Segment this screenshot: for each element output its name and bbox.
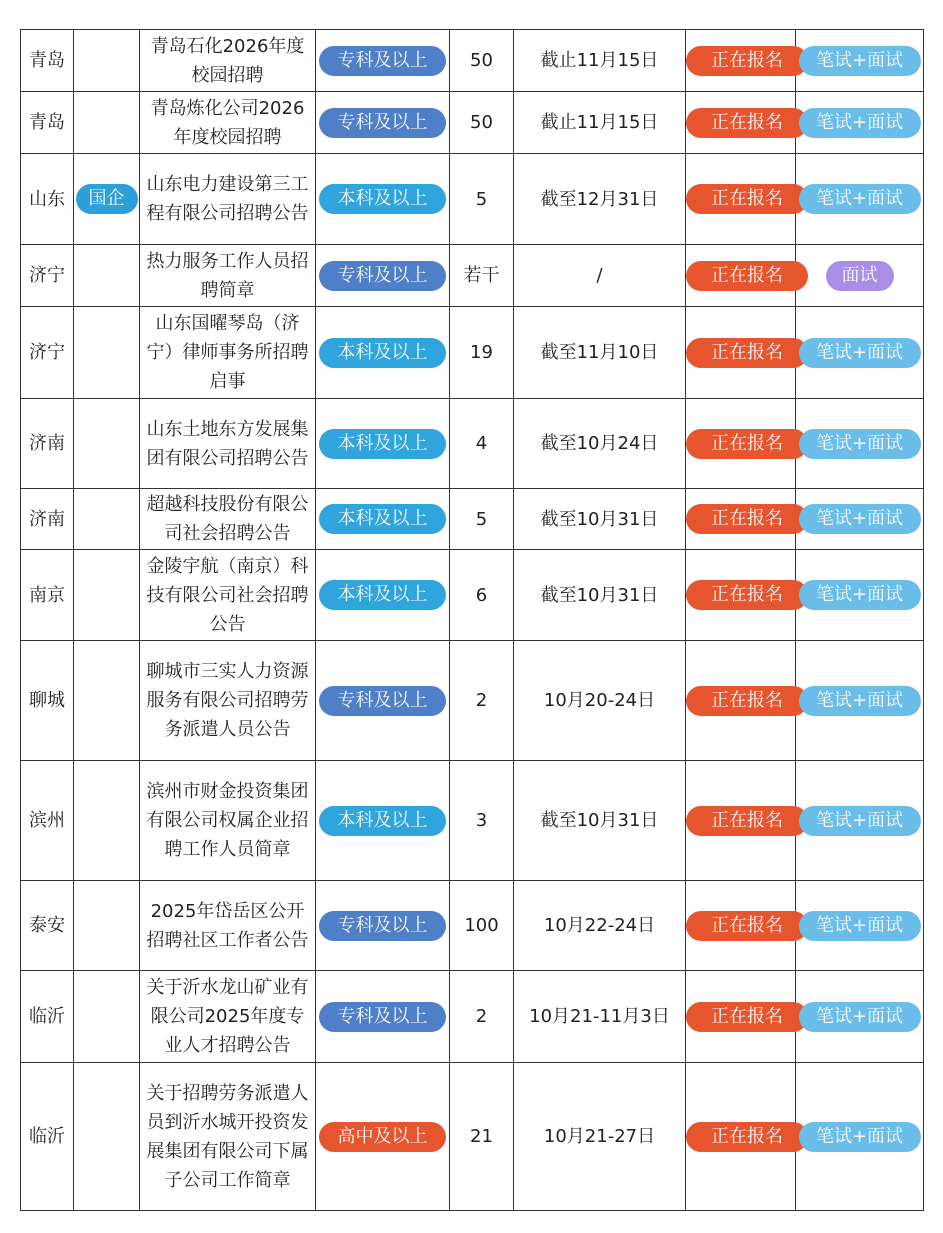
city-label: 山东 xyxy=(29,188,65,210)
exam-method-badge: 笔试+面试 xyxy=(799,338,921,368)
tag-cell xyxy=(74,154,140,245)
education-cell xyxy=(316,971,450,1063)
headcount: 50 xyxy=(470,112,493,133)
job-title-link[interactable]: 山东电力建设第三工程有限公司招聘公告 xyxy=(146,174,309,224)
count-cell xyxy=(450,30,514,92)
job-title-link[interactable]: 聊城市三实人力资源服务有限公司招聘劳务派遣人员公告 xyxy=(146,661,309,740)
deadline-text: 截至10月31日 xyxy=(540,810,659,831)
status-badge: 正在报名 xyxy=(686,1122,808,1152)
title-cell[interactable] xyxy=(140,641,316,761)
exam-method-badge: 面试 xyxy=(826,261,894,291)
job-title-link[interactable]: 关于沂水龙山矿业有限公司2025年度专业人才招聘公告 xyxy=(146,977,309,1056)
method-cell xyxy=(796,641,924,761)
status-badge: 正在报名 xyxy=(686,911,808,941)
city-cell xyxy=(21,550,74,641)
city-cell xyxy=(21,641,74,761)
method-cell xyxy=(796,761,924,881)
status-badge: 正在报名 xyxy=(686,46,808,76)
exam-method-badge: 笔试+面试 xyxy=(799,806,921,836)
status-cell xyxy=(686,92,796,154)
deadline-cell xyxy=(514,761,686,881)
job-title-link[interactable]: 青岛石化2026年度校园招聘 xyxy=(150,35,305,86)
education-cell xyxy=(316,761,450,881)
deadline-cell xyxy=(514,641,686,761)
exam-method-badge: 笔试+面试 xyxy=(799,1122,921,1152)
education-cell xyxy=(316,641,450,761)
table-row xyxy=(21,92,924,154)
status-badge: 正在报名 xyxy=(686,806,808,836)
method-cell xyxy=(796,245,924,307)
method-cell xyxy=(796,1063,924,1211)
status-badge: 正在报名 xyxy=(686,429,808,459)
status-cell xyxy=(686,489,796,550)
education-cell xyxy=(316,1063,450,1211)
table-row xyxy=(21,881,924,971)
city-label: 聊城 xyxy=(29,690,65,711)
education-badge: 专科及以上 xyxy=(319,686,446,716)
status-cell xyxy=(686,761,796,881)
deadline-cell xyxy=(514,881,686,971)
count-cell xyxy=(450,245,514,307)
tag-cell xyxy=(74,761,140,881)
method-cell xyxy=(796,971,924,1063)
city-cell xyxy=(21,154,74,245)
status-badge: 正在报名 xyxy=(686,108,808,138)
deadline-text: 10月20-24日 xyxy=(543,690,656,711)
deadline-cell xyxy=(514,550,686,641)
count-cell xyxy=(450,399,514,489)
education-badge: 本科及以上 xyxy=(319,338,446,368)
education-badge: 本科及以上 xyxy=(319,580,446,610)
city-label: 济宁 xyxy=(29,342,65,363)
status-badge: 正在报名 xyxy=(686,184,808,214)
status-badge: 正在报名 xyxy=(686,504,808,534)
city-label: 南京 xyxy=(29,584,65,606)
deadline-cell xyxy=(514,92,686,154)
headcount: 100 xyxy=(464,915,499,936)
table-row xyxy=(21,245,924,307)
headcount: 19 xyxy=(470,342,493,363)
status-badge: 正在报名 xyxy=(686,261,808,291)
job-title-link[interactable]: 2025年岱岳区公开招聘社区工作者公告 xyxy=(146,900,309,951)
count-cell xyxy=(450,1063,514,1211)
city-label: 滨州 xyxy=(29,810,65,831)
headcount: 5 xyxy=(475,508,488,530)
city-label: 济宁 xyxy=(29,265,65,286)
status-cell xyxy=(686,971,796,1063)
status-cell xyxy=(686,154,796,245)
deadline-text: 10月22-24日 xyxy=(543,915,656,936)
education-cell xyxy=(316,30,450,92)
job-table xyxy=(20,29,924,1211)
deadline-cell xyxy=(514,307,686,399)
status-badge: 正在报名 xyxy=(686,1002,808,1032)
status-badge: 正在报名 xyxy=(686,338,808,368)
education-badge: 专科及以上 xyxy=(319,108,446,138)
deadline-text: 截至10月31日 xyxy=(540,508,659,530)
headcount: 4 xyxy=(475,433,488,454)
deadline-text: 10月21-11月3日 xyxy=(529,1006,670,1027)
education-badge: 专科及以上 xyxy=(319,46,446,76)
table-row xyxy=(21,307,924,399)
headcount: 若干 xyxy=(463,265,500,286)
table-row xyxy=(21,30,924,92)
table-row xyxy=(21,971,924,1063)
title-cell[interactable] xyxy=(140,1063,316,1211)
deadline-text: 截至10月31日 xyxy=(540,584,659,606)
method-cell xyxy=(796,550,924,641)
title-cell[interactable] xyxy=(140,245,316,307)
status-cell xyxy=(686,550,796,641)
headcount: 3 xyxy=(475,810,488,831)
deadline-cell xyxy=(514,154,686,245)
status-cell xyxy=(686,641,796,761)
deadline-text: 截止11月15日 xyxy=(540,50,659,71)
status-badge: 正在报名 xyxy=(686,580,808,610)
education-badge: 本科及以上 xyxy=(319,184,446,214)
city-cell xyxy=(21,761,74,881)
job-title-link[interactable]: 超越科技股份有限公司社会招聘公告 xyxy=(146,494,309,544)
tag-cell xyxy=(74,971,140,1063)
title-cell[interactable] xyxy=(140,307,316,399)
table-row xyxy=(21,641,924,761)
city-cell xyxy=(21,307,74,399)
tag-cell xyxy=(74,641,140,761)
method-cell xyxy=(796,92,924,154)
count-cell xyxy=(450,881,514,971)
job-title-link[interactable]: 热力服务工作人员招聘简章 xyxy=(146,250,309,301)
city-cell xyxy=(21,1063,74,1211)
exam-method-badge: 笔试+面试 xyxy=(799,108,921,138)
deadline-cell xyxy=(514,30,686,92)
city-label: 青岛 xyxy=(29,112,65,133)
table-row xyxy=(21,154,924,245)
headcount: 50 xyxy=(470,50,493,71)
education-badge: 专科及以上 xyxy=(319,261,446,291)
city-cell xyxy=(21,92,74,154)
tag-cell xyxy=(74,30,140,92)
count-cell xyxy=(450,641,514,761)
city-cell xyxy=(21,489,74,550)
deadline-cell xyxy=(514,399,686,489)
method-cell xyxy=(796,154,924,245)
city-label: 临沂 xyxy=(29,1006,65,1027)
table-row xyxy=(21,489,924,550)
headcount: 21 xyxy=(470,1126,493,1147)
exam-method-badge: 笔试+面试 xyxy=(799,686,921,716)
status-cell xyxy=(686,399,796,489)
city-cell xyxy=(21,971,74,1063)
city-label: 泰安 xyxy=(29,915,65,936)
tag-cell xyxy=(74,307,140,399)
education-cell xyxy=(316,399,450,489)
status-badge: 正在报名 xyxy=(686,686,808,716)
tag-cell xyxy=(74,245,140,307)
deadline-text: 10月21-27日 xyxy=(543,1126,656,1147)
status-cell xyxy=(686,245,796,307)
deadline-text: 截止11月15日 xyxy=(540,112,659,133)
exam-method-badge: 笔试+面试 xyxy=(799,46,921,76)
education-badge: 本科及以上 xyxy=(319,806,446,836)
title-cell[interactable] xyxy=(140,971,316,1063)
education-cell xyxy=(316,881,450,971)
method-cell xyxy=(796,881,924,971)
method-cell xyxy=(796,489,924,550)
deadline-text: 截至10月24日 xyxy=(540,433,659,454)
exam-method-badge: 笔试+面试 xyxy=(799,184,921,214)
count-cell xyxy=(450,92,514,154)
education-cell xyxy=(316,489,450,550)
job-title-link[interactable]: 青岛炼化公司2026年度校园招聘 xyxy=(150,97,305,148)
headcount: 2 xyxy=(475,1006,488,1027)
method-cell xyxy=(796,30,924,92)
status-cell xyxy=(686,307,796,399)
deadline-text: / xyxy=(596,265,603,286)
job-title-link[interactable]: 金陵宇航（南京）科技有限公司社会招聘公告 xyxy=(146,555,309,635)
tag-cell xyxy=(74,399,140,489)
education-badge: 本科及以上 xyxy=(319,429,446,459)
education-badge: 专科及以上 xyxy=(319,1002,446,1032)
table-row xyxy=(21,1063,924,1211)
deadline-cell xyxy=(514,245,686,307)
table-row xyxy=(21,399,924,489)
title-cell[interactable] xyxy=(140,489,316,550)
title-cell[interactable] xyxy=(140,154,316,245)
city-label: 青岛 xyxy=(29,50,65,71)
job-title-link[interactable]: 关于招聘劳务派遣人员到沂水城开投资发展集团有限公司下属子公司工作简章 xyxy=(146,1082,309,1191)
deadline-cell xyxy=(514,1063,686,1211)
education-badge: 专科及以上 xyxy=(319,911,446,941)
education-cell xyxy=(316,92,450,154)
tag-cell xyxy=(74,92,140,154)
count-cell xyxy=(450,307,514,399)
title-cell[interactable] xyxy=(140,881,316,971)
method-cell xyxy=(796,399,924,489)
deadline-cell xyxy=(514,971,686,1063)
education-badge: 本科及以上 xyxy=(319,504,446,534)
education-cell xyxy=(316,307,450,399)
city-cell xyxy=(21,399,74,489)
exam-method-badge: 笔试+面试 xyxy=(799,1002,921,1032)
tag-cell xyxy=(74,1063,140,1211)
title-cell[interactable] xyxy=(140,550,316,641)
city-cell xyxy=(21,245,74,307)
status-cell xyxy=(686,881,796,971)
title-cell[interactable] xyxy=(140,399,316,489)
exam-method-badge: 笔试+面试 xyxy=(799,580,921,610)
education-cell xyxy=(316,245,450,307)
count-cell xyxy=(450,761,514,881)
tag-cell xyxy=(74,881,140,971)
city-label: 临沂 xyxy=(29,1126,65,1147)
count-cell xyxy=(450,154,514,245)
table-row xyxy=(21,761,924,881)
deadline-text: 截至12月31日 xyxy=(540,188,659,210)
headcount: 5 xyxy=(475,188,488,210)
exam-method-badge: 笔试+面试 xyxy=(799,911,921,941)
title-cell[interactable] xyxy=(140,30,316,92)
city-cell xyxy=(21,30,74,92)
city-cell xyxy=(21,881,74,971)
title-cell[interactable] xyxy=(140,92,316,154)
count-cell xyxy=(450,489,514,550)
city-label: 济南 xyxy=(29,433,65,454)
education-cell xyxy=(316,154,450,245)
city-label: 济南 xyxy=(29,508,65,530)
exam-method-badge: 笔试+面试 xyxy=(799,429,921,459)
tag-cell xyxy=(74,550,140,641)
headcount: 2 xyxy=(475,690,488,711)
table-row xyxy=(21,550,924,641)
deadline-text: 截至11月10日 xyxy=(540,342,659,363)
headcount: 6 xyxy=(475,584,488,606)
education-badge: 高中及以上 xyxy=(319,1122,446,1152)
title-cell[interactable] xyxy=(140,761,316,881)
method-cell xyxy=(796,307,924,399)
soe-badge: 国企 xyxy=(76,184,138,214)
tag-cell xyxy=(74,489,140,550)
job-title-link[interactable]: 滨州市财金投资集团有限公司权属企业招聘工作人员简章 xyxy=(146,781,309,860)
education-cell xyxy=(316,550,450,641)
status-cell xyxy=(686,30,796,92)
status-cell xyxy=(686,1063,796,1211)
job-title-link[interactable]: 山东土地东方发展集团有限公司招聘公告 xyxy=(146,418,309,469)
job-title-link[interactable]: 山东国曜琴岛（济宁）律师事务所招聘启事 xyxy=(146,313,309,392)
count-cell xyxy=(450,971,514,1063)
deadline-cell xyxy=(514,489,686,550)
count-cell xyxy=(450,550,514,641)
exam-method-badge: 笔试+面试 xyxy=(799,504,921,534)
